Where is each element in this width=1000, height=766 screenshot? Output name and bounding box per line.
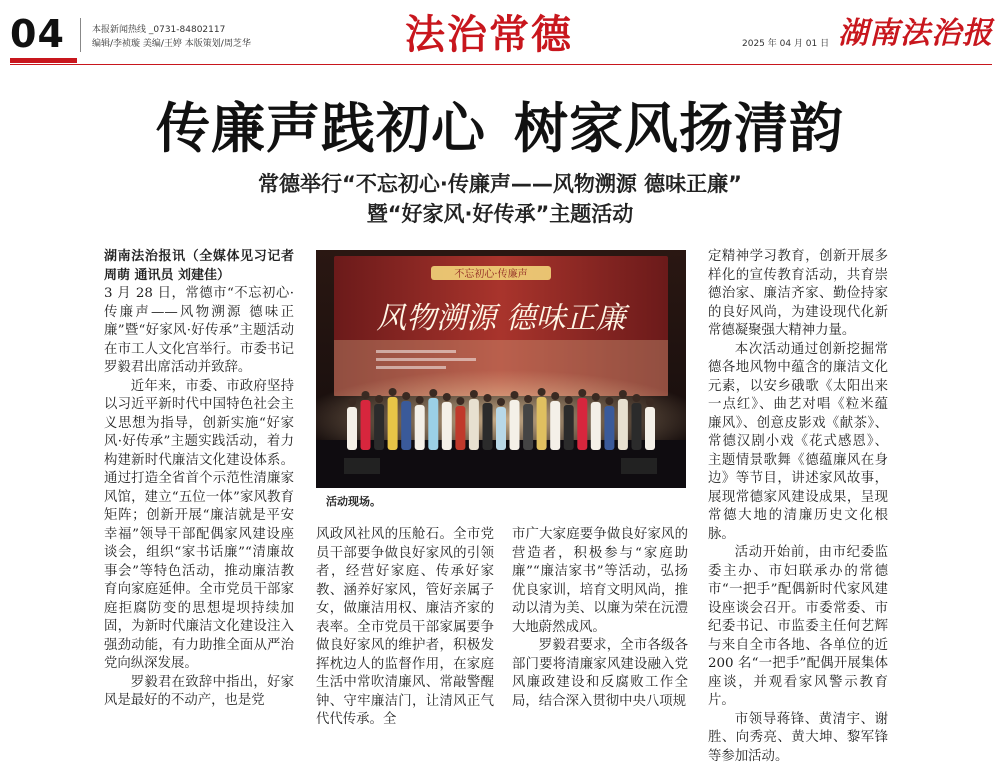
performer-head xyxy=(511,391,519,399)
headline xyxy=(0,96,1000,162)
editor-credits: 编辑/李祯璇 美编/王婷 本版策划/周芝华 xyxy=(92,38,251,50)
page-number: 04 xyxy=(10,14,65,54)
paragraph: 3 月 28 日，常德市“不忘初心·传廉声——风物溯源 德味正廉”暨“好家风·好传承”主题活动在市工人文化宫举行。市委书记罗毅君出席活动并致辞。 xyxy=(104,285,294,378)
performer-figure xyxy=(537,397,547,450)
paragraph: 市领导蒋锋、黄清宇、谢胜、向秀亮、黄大坤、黎军锋等参加活动。 xyxy=(708,711,888,766)
performer-head xyxy=(484,394,492,402)
paragraph: 风政风社风的压舱石。全市党员干部要争做良好家风的引领者，经营好家庭、传承好家教、涵养好家风，管好亲属子女，做廉洁用权、廉洁齐家的表率。全市党员干部家属要争做良好家风的维护者，积极发挥枕边人的监督作用，在家庭生活中常吹清廉风、常敲警醒钟、守牢廉洁门，让清风正气代代传承。全 xyxy=(316,526,494,730)
performer-head xyxy=(524,395,532,403)
performer-figure xyxy=(632,403,642,450)
page-number-underline xyxy=(10,58,77,63)
header-divider xyxy=(80,18,81,52)
performer-head xyxy=(416,396,424,404)
performer-head xyxy=(497,398,505,406)
byline: 湖南法治报讯（全媒体见习记者 周萌 通讯员 刘建佳） xyxy=(104,248,294,285)
header-rule xyxy=(10,64,992,65)
performer-head xyxy=(362,391,370,399)
article-column-1 xyxy=(104,248,294,711)
performer-head xyxy=(538,388,546,396)
performer-figure xyxy=(510,400,520,450)
performer-head xyxy=(375,395,383,403)
performer-head xyxy=(592,393,600,401)
performer-head xyxy=(348,398,356,406)
performer-head xyxy=(429,389,437,397)
performer-figure xyxy=(645,407,655,450)
performer-head xyxy=(605,397,613,405)
performer-figure xyxy=(442,402,452,450)
performer-head xyxy=(389,388,397,396)
stage-photo-graphic xyxy=(316,250,686,488)
performer-head xyxy=(443,393,451,401)
performer-figure xyxy=(523,404,533,450)
subtitle-line-2: 暨“好家风·好传承”主题活动 xyxy=(0,200,1000,228)
performer-head xyxy=(578,389,586,397)
performer-figure xyxy=(496,407,506,450)
issue-date: 2025 年 04 月 01 日 xyxy=(742,36,829,49)
performer-head xyxy=(456,397,464,405)
performer-figure xyxy=(428,398,438,450)
performer-head xyxy=(646,398,654,406)
news-hotline: 本报新闻热线 _0731-84802117 xyxy=(92,24,225,36)
performer-head xyxy=(565,396,573,404)
performer-figure xyxy=(591,402,601,450)
performer-figure xyxy=(415,405,425,450)
performer-head xyxy=(402,392,410,400)
paragraph: 活动开始前，由市纪委监委主办、市妇联承办的常德市“一把手”配偶新时代家风建设座谈会召开。市委常委、市纪委书记、市监委主任何艺辉与来自全市各地、各单位的近 200 名“一把手”配偶开展集体座谈，并观看家风警示教育片。 xyxy=(708,544,888,711)
performer-figure xyxy=(564,405,574,450)
performer-figure xyxy=(618,399,628,450)
section-title: 法治常德 xyxy=(405,12,605,58)
paragraph: 定精神学习教育，创新开展多样化的宣传教育活动，共育崇德治家、廉洁齐家、勤俭持家的良好风尚，为建设现代化新常德凝聚强大精神力量。 xyxy=(708,248,888,341)
page-header xyxy=(0,0,1000,66)
paragraph: 近年来，市委、市政府坚持以习近平新时代中国特色社会主义思想为指导，创新实施“好家风·好传承”主题实践活动，着力构建新时代廉洁文化建设体系。通过打造全省首个示范性清廉家风馆，建立“五位一体”家风教育矩阵；创新开展“廉洁就是平安幸福”领导干部配偶家风建设座谈会，组织“家书话廉”“清廉故事会”等特色活动，推动廉洁教育向家庭延伸。全市党员干部家庭拒腐防变的思想堤坝持续加固，为新时代廉洁文化建设注入强劲动能，有力助推全面从严治党向纵深发展。 xyxy=(104,378,294,674)
headline-part-1: 传廉声践初心 xyxy=(156,96,486,162)
headline-part-2: 树家风扬清韵 xyxy=(514,96,844,162)
event-photo xyxy=(316,250,686,488)
article-column-3 xyxy=(512,526,688,711)
performer-figure xyxy=(483,403,493,450)
performer-figure xyxy=(550,401,560,450)
performer-figure xyxy=(401,401,411,450)
paragraph: 市广大家庭要争做良好家风的营造者，积极参与“家庭助廉”“廉洁家书”等活动，弘扬优良家训，培育文明风尚，推动以清为美、以廉为荣在沅澧大地蔚然成风。 xyxy=(512,526,688,637)
screen-banner: 不忘初心·传廉声 xyxy=(454,267,527,280)
performer-figure xyxy=(361,400,371,450)
article-column-2 xyxy=(316,526,494,730)
subtitle-line-1: 常德举行“不忘初心·传廉声——风物溯源 德味正廉” xyxy=(0,170,1000,198)
paragraph: 罗毅君在致辞中指出，好家风是最好的不动产，也是党 xyxy=(104,674,294,711)
photo-caption: 活动现场。 xyxy=(326,493,381,509)
performer-figure xyxy=(604,406,614,450)
performer-figure xyxy=(347,407,357,450)
article-column-4 xyxy=(708,248,888,766)
screen-title: 风物溯源 德味正廉 xyxy=(376,301,631,336)
performer-head xyxy=(619,390,627,398)
performer-head xyxy=(470,390,478,398)
performer-figure xyxy=(455,406,465,450)
newspaper-logo: 湖南法治报 xyxy=(838,16,993,52)
performer-head xyxy=(551,392,559,400)
performer-figure xyxy=(388,397,398,450)
paragraph: 罗毅君要求，全市各级各部门要将清廉家风建设融入党风廉政建设和反腐败工作全局，结合深入贯彻中央八项规 xyxy=(512,637,688,711)
paragraph: 本次活动通过创新挖掘常德各地风物中蕴含的廉洁文化元素，以安乡硪歌《太阳出来一点红》、曲艺对唱《粒米蕴廉风》、创意皮影戏《献茶》、常德汉剧小戏《花式感恩》、主题情景歌舞《德蕴廉风在身边》等节目，讲述家风故事，展现常德家风建设成果，呈现常德大地的清廉历史文化根脉。 xyxy=(708,341,888,545)
performer-figure xyxy=(374,404,384,450)
performer-figure xyxy=(577,398,587,450)
performer-figure xyxy=(469,399,479,450)
performer-head xyxy=(633,394,641,402)
